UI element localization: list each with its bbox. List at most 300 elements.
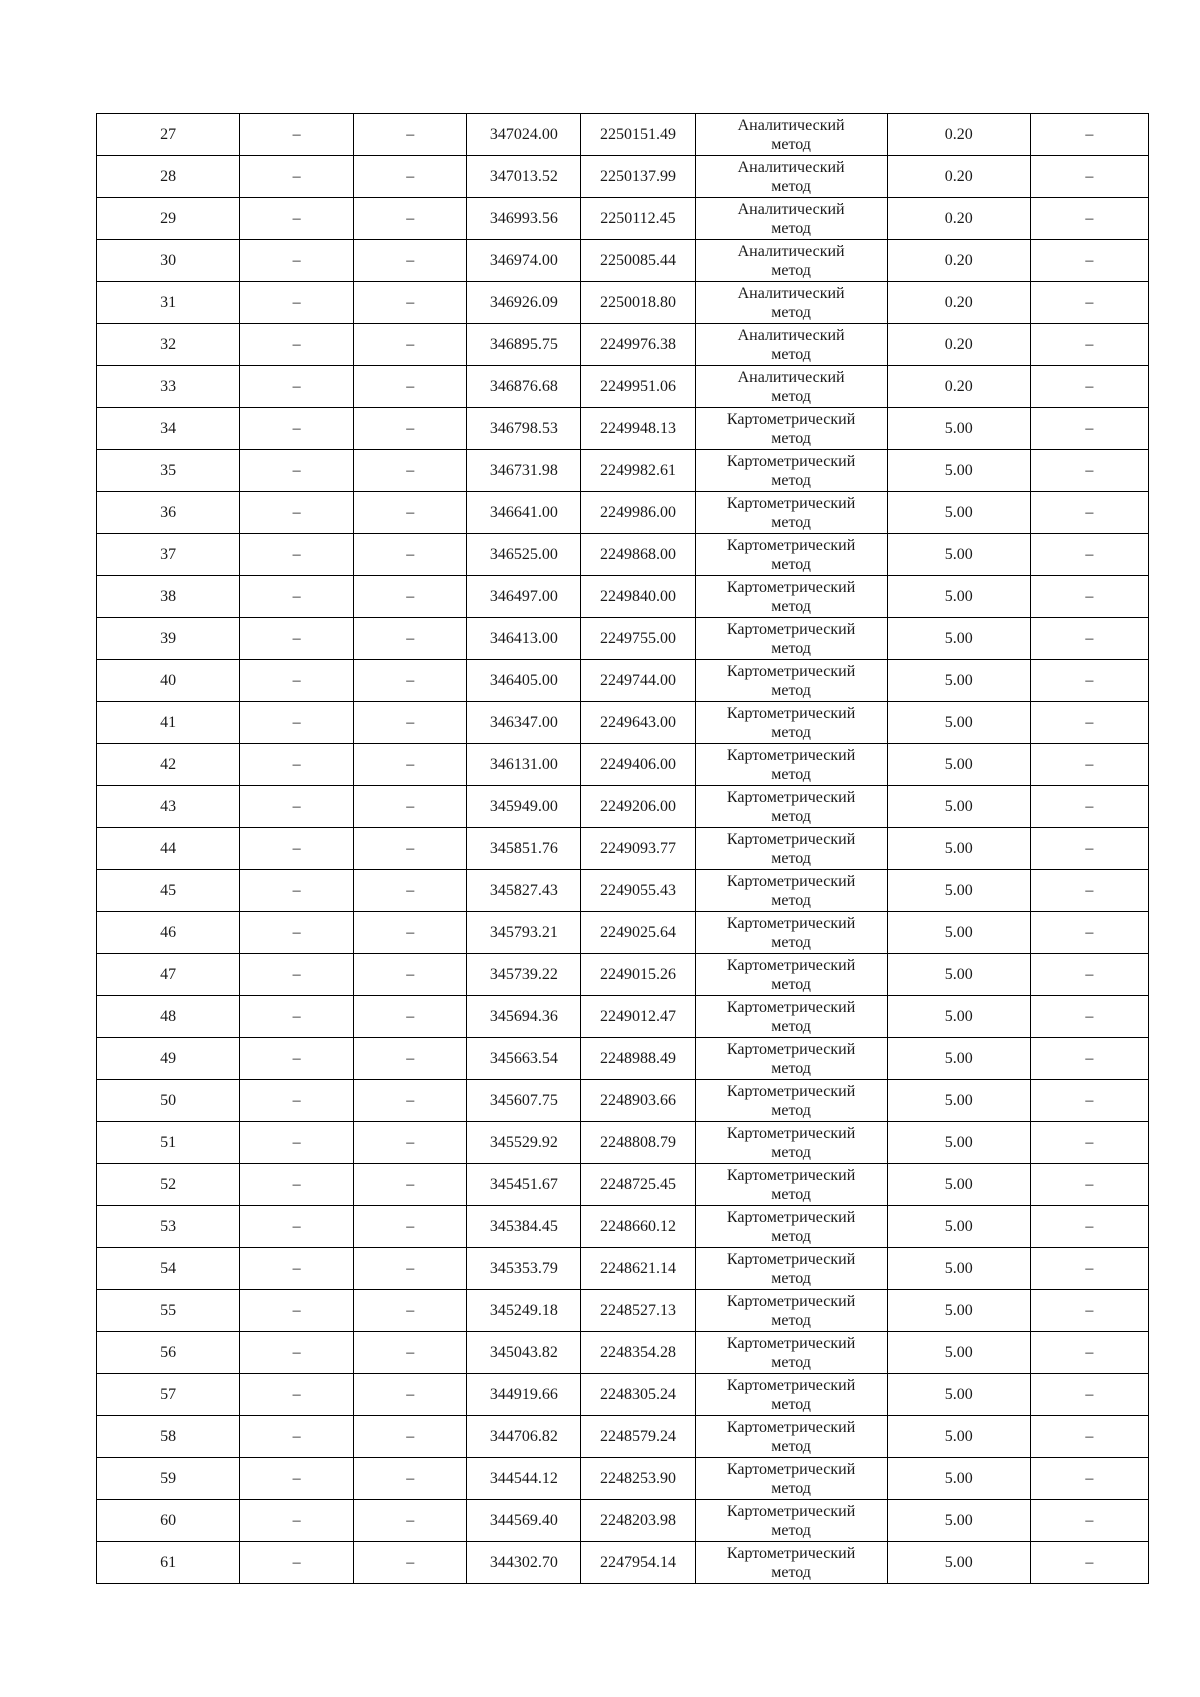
method-cell: [695, 450, 887, 492]
point-number-cell: 34: [97, 408, 240, 450]
table-row: [97, 1374, 1149, 1416]
empty-value-cell: –: [240, 1458, 354, 1500]
method-cell: [695, 786, 887, 828]
method-line-1: Аналитический: [737, 242, 845, 260]
empty-value-cell: –: [354, 744, 467, 786]
table-row: [97, 1290, 1149, 1332]
y-coordinate-cell: 2249015.26: [581, 954, 695, 996]
method-line-1: Картометрический: [726, 410, 856, 428]
empty-value-cell: –: [354, 1500, 467, 1542]
method-line-1: Картометрический: [726, 704, 856, 722]
x-coordinate-cell: 346895.75: [467, 324, 581, 366]
x-coordinate-cell: 345607.75: [467, 1080, 581, 1122]
method-cell: [695, 366, 887, 408]
method-line-2: метод: [771, 1101, 811, 1119]
table-row: [97, 996, 1149, 1038]
x-coordinate-cell: 345827.43: [467, 870, 581, 912]
table-row: [97, 954, 1149, 996]
y-coordinate-cell: 2248354.28: [581, 1332, 695, 1374]
x-coordinate-cell: 346926.09: [467, 282, 581, 324]
empty-value-cell: –: [1030, 324, 1148, 366]
point-number-cell: 49: [97, 1038, 240, 1080]
method-line-2: метод: [771, 1479, 811, 1497]
table-row: [97, 1542, 1149, 1584]
x-coordinate-cell: 345793.21: [467, 912, 581, 954]
point-number-cell: 51: [97, 1122, 240, 1164]
empty-value-cell: –: [240, 1206, 354, 1248]
empty-value-cell: –: [240, 954, 354, 996]
empty-value-cell: –: [354, 576, 467, 618]
accuracy-cell: 5.00: [887, 1164, 1030, 1206]
method-line-2: метод: [771, 597, 811, 615]
method-line-1: Картометрический: [726, 1208, 856, 1226]
x-coordinate-cell: 344706.82: [467, 1416, 581, 1458]
empty-value-cell: –: [240, 1248, 354, 1290]
method-line-1: Аналитический: [737, 284, 845, 302]
x-coordinate-cell: 345451.67: [467, 1164, 581, 1206]
table-row: [97, 1038, 1149, 1080]
y-coordinate-cell: 2249025.64: [581, 912, 695, 954]
accuracy-cell: 5.00: [887, 912, 1030, 954]
empty-value-cell: –: [1030, 1248, 1148, 1290]
method-line-1: Аналитический: [737, 200, 845, 218]
empty-value-cell: –: [240, 1374, 354, 1416]
empty-value-cell: –: [1030, 114, 1148, 156]
x-coordinate-cell: 346525.00: [467, 534, 581, 576]
method-cell: [695, 1500, 887, 1542]
empty-value-cell: –: [240, 282, 354, 324]
empty-value-cell: –: [1030, 660, 1148, 702]
method-cell: [695, 1248, 887, 1290]
table-row: [97, 618, 1149, 660]
point-number-cell: 40: [97, 660, 240, 702]
y-coordinate-cell: 2249093.77: [581, 828, 695, 870]
point-number-cell: 54: [97, 1248, 240, 1290]
y-coordinate-cell: 2250112.45: [581, 198, 695, 240]
table-row: [97, 240, 1149, 282]
empty-value-cell: –: [354, 1458, 467, 1500]
empty-value-cell: –: [240, 1290, 354, 1332]
y-coordinate-cell: 2249868.00: [581, 534, 695, 576]
table-row: [97, 198, 1149, 240]
method-line-1: Картометрический: [726, 1166, 856, 1184]
method-line-1: Картометрический: [726, 1124, 856, 1142]
empty-value-cell: –: [240, 492, 354, 534]
method-line-2: метод: [771, 429, 811, 447]
empty-value-cell: –: [240, 198, 354, 240]
table-row: [97, 1332, 1149, 1374]
empty-value-cell: –: [354, 324, 467, 366]
empty-value-cell: –: [354, 996, 467, 1038]
table-row: [97, 534, 1149, 576]
method-line-2: метод: [771, 1059, 811, 1077]
empty-value-cell: –: [240, 870, 354, 912]
empty-value-cell: –: [240, 1122, 354, 1164]
x-coordinate-cell: 345694.36: [467, 996, 581, 1038]
method-cell: [695, 114, 887, 156]
x-coordinate-cell: 345249.18: [467, 1290, 581, 1332]
x-coordinate-cell: 345851.76: [467, 828, 581, 870]
point-number-cell: 31: [97, 282, 240, 324]
method-line-2: метод: [771, 681, 811, 699]
table-row: [97, 870, 1149, 912]
method-line-2: метод: [771, 303, 811, 321]
empty-value-cell: –: [1030, 828, 1148, 870]
table-row: [97, 828, 1149, 870]
empty-value-cell: –: [240, 1542, 354, 1584]
y-coordinate-cell: 2250137.99: [581, 156, 695, 198]
empty-value-cell: –: [354, 1038, 467, 1080]
empty-value-cell: –: [354, 1206, 467, 1248]
empty-value-cell: –: [1030, 1290, 1148, 1332]
y-coordinate-cell: 2249055.43: [581, 870, 695, 912]
method-line-2: метод: [771, 723, 811, 741]
point-number-cell: 46: [97, 912, 240, 954]
empty-value-cell: –: [240, 702, 354, 744]
empty-value-cell: –: [354, 240, 467, 282]
method-line-1: Картометрический: [726, 1460, 856, 1478]
x-coordinate-cell: 347024.00: [467, 114, 581, 156]
method-cell: [695, 744, 887, 786]
empty-value-cell: –: [1030, 1374, 1148, 1416]
point-number-cell: 58: [97, 1416, 240, 1458]
coordinates-table-body: [97, 114, 1149, 1584]
accuracy-cell: 5.00: [887, 1206, 1030, 1248]
point-number-cell: 32: [97, 324, 240, 366]
accuracy-cell: 5.00: [887, 828, 1030, 870]
empty-value-cell: –: [354, 870, 467, 912]
method-line-1: Аналитический: [737, 368, 845, 386]
method-cell: [695, 1206, 887, 1248]
method-line-1: Картометрический: [726, 1250, 856, 1268]
method-cell: [695, 1164, 887, 1206]
accuracy-cell: 5.00: [887, 408, 1030, 450]
empty-value-cell: –: [354, 954, 467, 996]
x-coordinate-cell: 347013.52: [467, 156, 581, 198]
y-coordinate-cell: 2249840.00: [581, 576, 695, 618]
empty-value-cell: –: [354, 366, 467, 408]
accuracy-cell: 5.00: [887, 1542, 1030, 1584]
table-row: [97, 156, 1149, 198]
accuracy-cell: 5.00: [887, 450, 1030, 492]
empty-value-cell: –: [240, 576, 354, 618]
y-coordinate-cell: 2248305.24: [581, 1374, 695, 1416]
empty-value-cell: –: [240, 1500, 354, 1542]
method-line-1: Картометрический: [726, 872, 856, 890]
x-coordinate-cell: 345739.22: [467, 954, 581, 996]
method-line-2: метод: [771, 261, 811, 279]
method-line-1: Картометрический: [726, 1544, 856, 1562]
y-coordinate-cell: 2248903.66: [581, 1080, 695, 1122]
method-line-2: метод: [771, 1143, 811, 1161]
method-line-2: метод: [771, 891, 811, 909]
x-coordinate-cell: 345529.92: [467, 1122, 581, 1164]
empty-value-cell: –: [1030, 1080, 1148, 1122]
accuracy-cell: 0.20: [887, 198, 1030, 240]
method-line-1: Картометрический: [726, 998, 856, 1016]
empty-value-cell: –: [1030, 1416, 1148, 1458]
method-line-2: метод: [771, 849, 811, 867]
empty-value-cell: –: [1030, 618, 1148, 660]
point-number-cell: 52: [97, 1164, 240, 1206]
method-line-1: Картометрический: [726, 788, 856, 806]
accuracy-cell: 5.00: [887, 786, 1030, 828]
method-cell: [695, 1416, 887, 1458]
method-line-1: Картометрический: [726, 578, 856, 596]
empty-value-cell: –: [354, 828, 467, 870]
method-line-1: Аналитический: [737, 158, 845, 176]
method-cell: [695, 198, 887, 240]
empty-value-cell: –: [354, 282, 467, 324]
table-row: [97, 1206, 1149, 1248]
method-line-2: метод: [771, 1563, 811, 1581]
table-row: [97, 450, 1149, 492]
point-number-cell: 47: [97, 954, 240, 996]
method-line-2: метод: [771, 555, 811, 573]
point-number-cell: 43: [97, 786, 240, 828]
empty-value-cell: –: [240, 660, 354, 702]
method-line-2: метод: [771, 471, 811, 489]
accuracy-cell: 5.00: [887, 744, 1030, 786]
table-row: [97, 660, 1149, 702]
method-cell: [695, 828, 887, 870]
empty-value-cell: –: [1030, 1038, 1148, 1080]
empty-value-cell: –: [240, 1080, 354, 1122]
method-line-1: Аналитический: [737, 326, 845, 344]
empty-value-cell: –: [354, 156, 467, 198]
x-coordinate-cell: 346876.68: [467, 366, 581, 408]
method-cell: [695, 492, 887, 534]
empty-value-cell: –: [354, 1332, 467, 1374]
method-line-2: метод: [771, 387, 811, 405]
empty-value-cell: –: [354, 408, 467, 450]
empty-value-cell: –: [240, 828, 354, 870]
y-coordinate-cell: 2249986.00: [581, 492, 695, 534]
y-coordinate-cell: 2249982.61: [581, 450, 695, 492]
method-line-2: метод: [771, 177, 811, 195]
accuracy-cell: 5.00: [887, 660, 1030, 702]
table-row: [97, 408, 1149, 450]
method-line-2: метод: [771, 1437, 811, 1455]
x-coordinate-cell: 344302.70: [467, 1542, 581, 1584]
empty-value-cell: –: [240, 618, 354, 660]
y-coordinate-cell: 2248808.79: [581, 1122, 695, 1164]
method-line-2: метод: [771, 933, 811, 951]
point-number-cell: 36: [97, 492, 240, 534]
point-number-cell: 30: [97, 240, 240, 282]
point-number-cell: 29: [97, 198, 240, 240]
method-line-1: Картометрический: [726, 830, 856, 848]
empty-value-cell: –: [1030, 1122, 1148, 1164]
empty-value-cell: –: [1030, 450, 1148, 492]
y-coordinate-cell: 2248203.98: [581, 1500, 695, 1542]
empty-value-cell: –: [240, 324, 354, 366]
empty-value-cell: –: [354, 198, 467, 240]
method-cell: [695, 1458, 887, 1500]
point-number-cell: 28: [97, 156, 240, 198]
method-line-1: Картометрический: [726, 914, 856, 932]
empty-value-cell: –: [1030, 1542, 1148, 1584]
accuracy-cell: 5.00: [887, 870, 1030, 912]
method-cell: [695, 954, 887, 996]
point-number-cell: 39: [97, 618, 240, 660]
method-line-2: метод: [771, 975, 811, 993]
accuracy-cell: 0.20: [887, 282, 1030, 324]
point-number-cell: 45: [97, 870, 240, 912]
table-row: [97, 786, 1149, 828]
table-row: [97, 912, 1149, 954]
empty-value-cell: –: [1030, 576, 1148, 618]
empty-value-cell: –: [1030, 1500, 1148, 1542]
accuracy-cell: 5.00: [887, 954, 1030, 996]
empty-value-cell: –: [1030, 870, 1148, 912]
x-coordinate-cell: 346974.00: [467, 240, 581, 282]
accuracy-cell: 0.20: [887, 366, 1030, 408]
y-coordinate-cell: 2249206.00: [581, 786, 695, 828]
x-coordinate-cell: 346347.00: [467, 702, 581, 744]
table-row: [97, 282, 1149, 324]
point-number-cell: 48: [97, 996, 240, 1038]
method-cell: [695, 996, 887, 1038]
point-number-cell: 44: [97, 828, 240, 870]
empty-value-cell: –: [1030, 366, 1148, 408]
table-row: [97, 1080, 1149, 1122]
point-number-cell: 33: [97, 366, 240, 408]
empty-value-cell: –: [354, 114, 467, 156]
method-line-1: Картометрический: [726, 746, 856, 764]
x-coordinate-cell: 346641.00: [467, 492, 581, 534]
table-row: [97, 114, 1149, 156]
y-coordinate-cell: 2249951.06: [581, 366, 695, 408]
accuracy-cell: 0.20: [887, 156, 1030, 198]
x-coordinate-cell: 346993.56: [467, 198, 581, 240]
y-coordinate-cell: 2248660.12: [581, 1206, 695, 1248]
y-coordinate-cell: 2249976.38: [581, 324, 695, 366]
empty-value-cell: –: [1030, 408, 1148, 450]
empty-value-cell: –: [240, 786, 354, 828]
x-coordinate-cell: 345353.79: [467, 1248, 581, 1290]
accuracy-cell: 5.00: [887, 1080, 1030, 1122]
table-row: [97, 1500, 1149, 1542]
x-coordinate-cell: 346413.00: [467, 618, 581, 660]
point-number-cell: 50: [97, 1080, 240, 1122]
y-coordinate-cell: 2249744.00: [581, 660, 695, 702]
empty-value-cell: –: [1030, 198, 1148, 240]
empty-value-cell: –: [354, 1542, 467, 1584]
empty-value-cell: –: [240, 1416, 354, 1458]
method-line-1: Картометрический: [726, 452, 856, 470]
method-cell: [695, 870, 887, 912]
table-row: [97, 1458, 1149, 1500]
table-row: [97, 576, 1149, 618]
empty-value-cell: –: [1030, 1458, 1148, 1500]
y-coordinate-cell: 2248253.90: [581, 1458, 695, 1500]
accuracy-cell: 5.00: [887, 618, 1030, 660]
method-line-1: Картометрический: [726, 1376, 856, 1394]
table-row: [97, 324, 1149, 366]
method-line-1: Картометрический: [726, 1334, 856, 1352]
accuracy-cell: 5.00: [887, 1248, 1030, 1290]
method-cell: [695, 660, 887, 702]
method-line-2: метод: [771, 807, 811, 825]
table-row: [97, 492, 1149, 534]
empty-value-cell: –: [240, 1038, 354, 1080]
accuracy-cell: 0.20: [887, 114, 1030, 156]
empty-value-cell: –: [240, 744, 354, 786]
y-coordinate-cell: 2248621.14: [581, 1248, 695, 1290]
table-row: [97, 1164, 1149, 1206]
y-coordinate-cell: 2249012.47: [581, 996, 695, 1038]
empty-value-cell: –: [240, 450, 354, 492]
method-cell: [695, 1290, 887, 1332]
y-coordinate-cell: 2250018.80: [581, 282, 695, 324]
table-row: [97, 1248, 1149, 1290]
x-coordinate-cell: 345663.54: [467, 1038, 581, 1080]
table-row: [97, 1122, 1149, 1164]
y-coordinate-cell: 2248579.24: [581, 1416, 695, 1458]
y-coordinate-cell: 2249406.00: [581, 744, 695, 786]
empty-value-cell: –: [1030, 1332, 1148, 1374]
method-line-1: Аналитический: [737, 116, 845, 134]
point-number-cell: 61: [97, 1542, 240, 1584]
accuracy-cell: 5.00: [887, 1122, 1030, 1164]
empty-value-cell: –: [1030, 744, 1148, 786]
method-line-2: метод: [771, 135, 811, 153]
empty-value-cell: –: [354, 1374, 467, 1416]
method-line-1: Картометрический: [726, 1418, 856, 1436]
empty-value-cell: –: [1030, 240, 1148, 282]
x-coordinate-cell: 345384.45: [467, 1206, 581, 1248]
method-line-2: метод: [771, 1017, 811, 1035]
accuracy-cell: 5.00: [887, 1416, 1030, 1458]
method-line-2: метод: [771, 1269, 811, 1287]
method-cell: [695, 912, 887, 954]
empty-value-cell: –: [240, 240, 354, 282]
point-number-cell: 53: [97, 1206, 240, 1248]
x-coordinate-cell: 345043.82: [467, 1332, 581, 1374]
y-coordinate-cell: 2249643.00: [581, 702, 695, 744]
point-number-cell: 27: [97, 114, 240, 156]
method-cell: [695, 1332, 887, 1374]
empty-value-cell: –: [354, 618, 467, 660]
empty-value-cell: –: [354, 492, 467, 534]
empty-value-cell: –: [354, 1416, 467, 1458]
empty-value-cell: –: [240, 996, 354, 1038]
x-coordinate-cell: 346731.98: [467, 450, 581, 492]
method-line-2: метод: [771, 513, 811, 531]
method-cell: [695, 324, 887, 366]
method-cell: [695, 1038, 887, 1080]
empty-value-cell: –: [1030, 156, 1148, 198]
empty-value-cell: –: [1030, 282, 1148, 324]
empty-value-cell: –: [1030, 996, 1148, 1038]
empty-value-cell: –: [354, 786, 467, 828]
y-coordinate-cell: 2250085.44: [581, 240, 695, 282]
point-number-cell: 42: [97, 744, 240, 786]
method-line-2: метод: [771, 345, 811, 363]
empty-value-cell: –: [1030, 1206, 1148, 1248]
method-cell: [695, 702, 887, 744]
accuracy-cell: 5.00: [887, 576, 1030, 618]
method-cell: [695, 408, 887, 450]
empty-value-cell: –: [354, 534, 467, 576]
accuracy-cell: 0.20: [887, 324, 1030, 366]
method-line-2: метод: [771, 765, 811, 783]
table-row: [97, 1416, 1149, 1458]
method-cell: [695, 1374, 887, 1416]
accuracy-cell: 5.00: [887, 1038, 1030, 1080]
empty-value-cell: –: [240, 114, 354, 156]
